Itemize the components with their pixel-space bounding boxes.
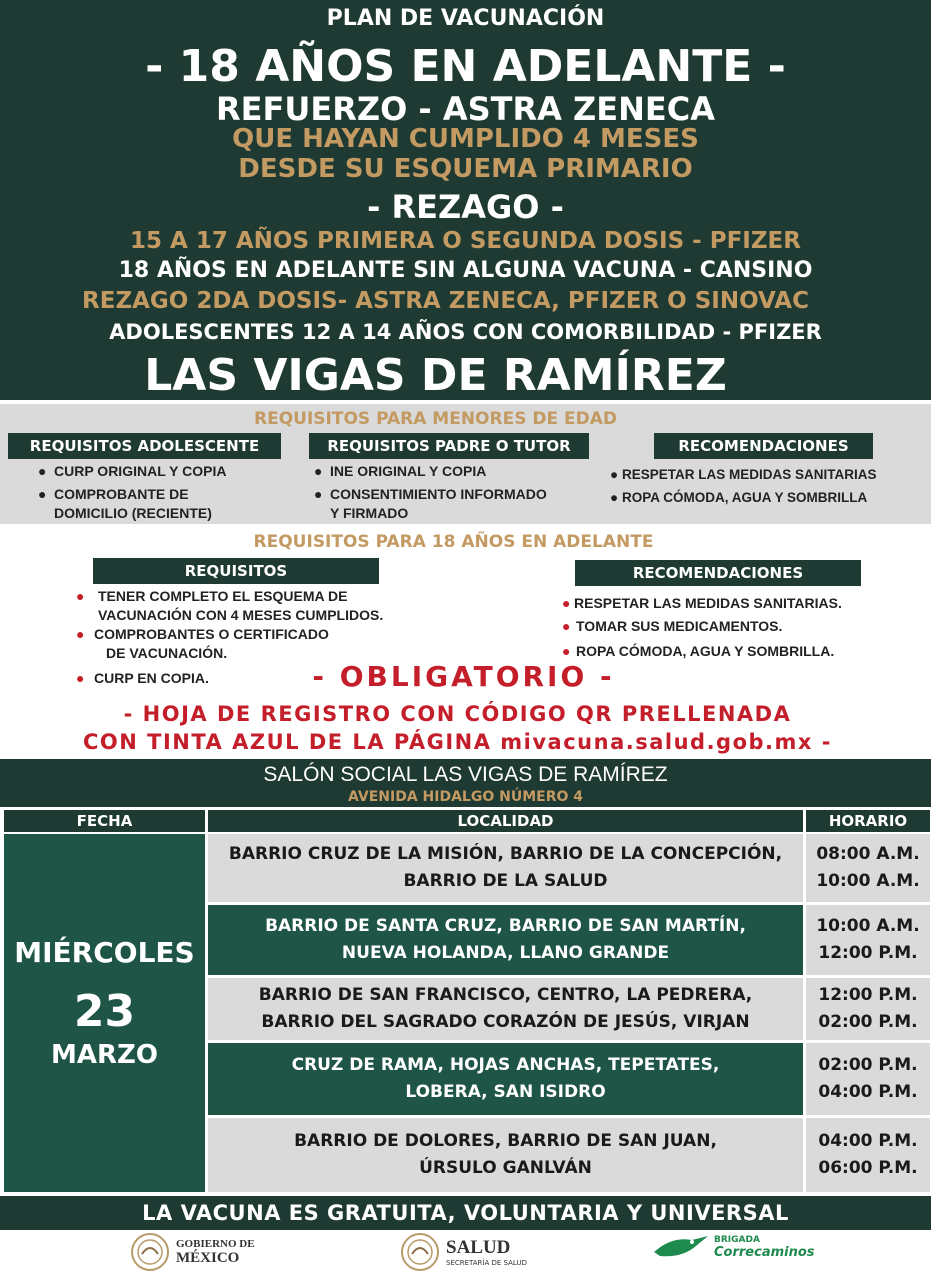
venue-banner: [0, 759, 931, 807]
date-number: 23: [73, 986, 136, 1037]
venue-address: AVENIDA HIDALGO NÚMERO 4: [348, 789, 583, 805]
roadrunner-icon: [652, 1232, 710, 1262]
time-end: 04:00 P.M.: [818, 1082, 918, 1102]
date-month: MARZO: [51, 1040, 158, 1070]
locality-line: BARRIO DE SAN FRANCISCO, CENTRO, LA PEDRERA,: [258, 985, 753, 1005]
list-item: COMPROBANTES O CERTIFICADO: [94, 626, 329, 642]
time-start: 08:00 A.M.: [816, 844, 920, 864]
header-horario: HORARIO: [806, 810, 930, 832]
list-item: RESPETAR LAS MEDIDAS SANITARIAS: [622, 467, 877, 482]
time-cell: [806, 1118, 930, 1192]
time-cell: [806, 978, 930, 1040]
list-item: ROPA CÓMODA, AGUA Y SOMBRILLA: [622, 490, 868, 505]
mandatory-line-2: CON TINTA AZUL DE LA PÁGINA mivacuna.salud.gob.mx -: [83, 730, 832, 754]
salud-title: SALUD: [446, 1237, 511, 1258]
correcaminos-logo: [652, 1232, 815, 1262]
locality-line: BARRIO DE SANTA CRUZ, BARRIO DE SAN MARTÍN,: [265, 916, 746, 936]
plan-title: PLAN DE VACUNACIÓN: [326, 6, 605, 31]
rezago-line-1: 15 A 17 AÑOS PRIMERA O SEGUNDA DOSIS - PFIZER: [130, 228, 801, 254]
time-start: 04:00 P.M.: [818, 1131, 918, 1151]
gobierno-line-2: MÉXICO: [176, 1249, 240, 1266]
rezago-line-2: 18 AÑOS EN ADELANTE SIN ALGUNA VACUNA - CANSINO: [118, 258, 813, 283]
locality-line: ÚRSULO GANLVÁN: [419, 1158, 592, 1178]
list-item: TOMAR SUS MEDICAMENTOS.: [576, 618, 783, 634]
minors-rec-label: RECOMENDACIONES: [654, 433, 873, 459]
time-cell: [806, 905, 930, 975]
adults-rec-label: RECOMENDACIONES: [575, 560, 861, 586]
list-item: ROPA CÓMODA, AGUA Y SOMBRILLA.: [576, 643, 835, 659]
list-item: DE VACUNACIÓN.: [106, 645, 228, 661]
adolescent-req-list: ● CURP ORIGINAL Y COPIA ● COMPROBANTE DE DOMICILIO (RECIENTE): [38, 463, 227, 521]
locality-line: LOBERA, SAN ISIDRO: [405, 1082, 606, 1102]
time-end: 12:00 P.M.: [818, 943, 918, 963]
salud-logo: [400, 1232, 527, 1272]
booster-title: REFUERZO - ASTRA ZENECA: [216, 90, 715, 128]
footer-banner: [0, 1196, 931, 1230]
condition-line-2: DESDE SU ESQUEMA PRIMARIO: [238, 154, 693, 184]
time-start: 12:00 P.M.: [818, 985, 918, 1005]
locality-line: CRUZ DE RAMA, HOJAS ANCHAS, TEPETATES,: [291, 1055, 720, 1075]
locality-line: NUEVA HOLANDA, LLANO GRANDE: [341, 943, 670, 963]
time-start: 10:00 A.M.: [816, 916, 920, 936]
date-cell: [4, 834, 205, 1192]
adults-req-list: ● TENER COMPLETO EL ESQUEMA DE VACUNACIÓN CON 4 MESES CUMPLIDOS. ● COMPROBANTES O CERTIFICADO DE VACUNACIÓN. ● CURP EN COPIA.: [76, 588, 384, 686]
list-item: TENER COMPLETO EL ESQUEMA DE: [98, 588, 348, 604]
tutor-req-list: ● INE ORIGINAL Y COPIA ● CONSENTIMIENTO INFORMADO Y FIRMADO: [314, 463, 547, 521]
gobierno-line-1: GOBIERNO DE: [176, 1237, 255, 1250]
list-item: CURP EN COPIA.: [94, 670, 209, 686]
mandatory-line-1: - HOJA DE REGISTRO CON CÓDIGO QR PRELLENADA: [123, 702, 792, 726]
list-item: RESPETAR LAS MEDIDAS SANITARIAS.: [574, 595, 842, 611]
minors-rec-list: ● RESPETAR LAS MEDIDAS SANITARIAS ● ROPA CÓMODA, AGUA Y SOMBRILLA: [610, 467, 877, 505]
list-item: COMPROBANTE DE: [54, 486, 189, 502]
adults-rec-list: ● RESPETAR LAS MEDIDAS SANITARIAS. ● TOMAR SUS MEDICAMENTOS. ● ROPA CÓMODA, AGUA Y SOMBRILLA.: [562, 595, 842, 659]
header-fecha: FECHA: [4, 810, 205, 832]
table-row: [208, 1118, 803, 1192]
table-row: [208, 1043, 803, 1115]
time-end: 02:00 P.M.: [818, 1012, 918, 1032]
eagle-seal-icon: [400, 1232, 440, 1272]
list-item: CONSENTIMIENTO INFORMADO: [330, 486, 547, 502]
header-banner: [0, 0, 931, 400]
correcaminos-label: Correcaminos: [714, 1244, 815, 1260]
gobierno-logo: [130, 1232, 255, 1272]
eagle-seal-icon: [130, 1232, 170, 1272]
rezago-line-4: ADOLESCENTES 12 A 14 AÑOS CON COMORBILIDAD - PFIZER: [109, 320, 822, 344]
list-item: CURP ORIGINAL Y COPIA: [54, 463, 227, 479]
header-localidad: LOCALIDAD: [208, 810, 803, 832]
locality-line: BARRIO CRUZ DE LA MISIÓN, BARRIO DE LA CONCEPCIÓN,: [228, 844, 783, 864]
locality-line: BARRIO DE DOLORES, BARRIO DE SAN JUAN,: [294, 1131, 717, 1151]
adolescent-req-label: REQUISITOS ADOLESCENTE: [8, 433, 281, 459]
time-end: 06:00 P.M.: [818, 1158, 918, 1178]
locality-line: BARRIO DEL SAGRADO CORAZÓN DE JESÚS, VIRJAN: [261, 1012, 750, 1032]
time-cell: [806, 834, 930, 902]
table-row: [208, 834, 803, 902]
table-row: [208, 978, 803, 1040]
list-item: DOMICILIO (RECIENTE): [54, 505, 212, 521]
time-end: 10:00 A.M.: [816, 871, 920, 891]
brigada-label: BRIGADA: [714, 1234, 760, 1245]
place-title: LAS VIGAS DE RAMÍREZ: [144, 350, 727, 401]
salud-subtitle: SECRETARÍA DE SALUD: [446, 1259, 527, 1267]
venue-name: SALÓN SOCIAL LAS VIGAS DE RAMÍREZ: [263, 763, 668, 786]
list-item: Y FIRMADO: [330, 505, 409, 521]
tutor-req-label: REQUISITOS PADRE O TUTOR: [309, 433, 589, 459]
adults-title: REQUISITOS PARA 18 AÑOS EN ADELANTE: [253, 532, 654, 552]
adults-req-label: REQUISITOS: [93, 558, 379, 584]
list-item: VACUNACIÓN CON 4 MESES CUMPLIDOS.: [98, 607, 384, 623]
condition-line-1: QUE HAYAN CUMPLIDO 4 MESES: [232, 124, 699, 154]
age-title: - 18 AÑOS EN ADELANTE -: [145, 41, 786, 92]
time-start: 02:00 P.M.: [818, 1055, 918, 1075]
footer-text: LA VACUNA ES GRATUITA, VOLUNTARIA Y UNIVERSAL: [142, 1201, 789, 1225]
locality-line: BARRIO DE LA SALUD: [403, 871, 608, 891]
table-row: [208, 905, 803, 975]
rezago-title: - REZAGO -: [367, 188, 564, 226]
time-cell: [806, 1043, 930, 1115]
list-item: INE ORIGINAL Y COPIA: [330, 463, 487, 479]
mandatory-title: - OBLIGATORIO -: [312, 660, 615, 693]
rezago-line-3: REZAGO 2DA DOSIS- ASTRA ZENECA, PFIZER O SINOVAC: [82, 288, 809, 314]
minors-title: REQUISITOS PARA MENORES DE EDAD: [254, 409, 617, 429]
date-day: MIÉRCOLES: [14, 936, 195, 969]
